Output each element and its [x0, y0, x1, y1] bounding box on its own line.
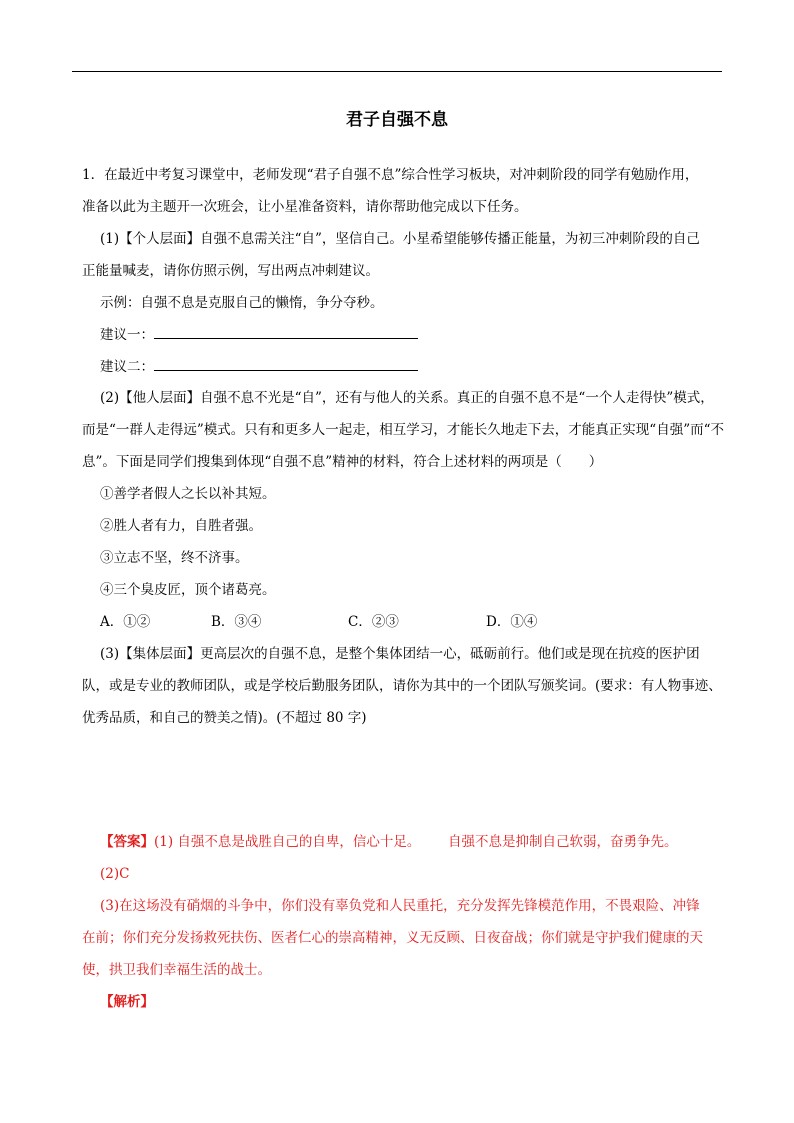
answer-2: (2)C: [100, 866, 130, 882]
part3-line2: 队，或是专业的教师团队，或是学校后勤服务团队，请你为其中的一个团队写颁奖词。(要求：有人物事迹、: [82, 678, 722, 694]
part1-line2: 正能量喊麦，请你仿照示例，写出两点冲刺建议。: [82, 263, 379, 279]
part2-line2: 而是“一群人走得远”模式。只有和更多人一起走，相互学习，才能长久地走下去，才能真正实现“自强”而“不: [82, 422, 725, 438]
question-intro-line2: 准备以此为主题开一次班会，让小星准备资料，请你帮助他完成以下任务。: [82, 199, 528, 215]
suggestion2-row: [100, 356, 418, 377]
answer-3-line1: (3)在这场没有硝烟的斗争中，你们没有辜负党和人民重托，充分发挥先锋模范作用，不畏艰险、冲锋: [100, 898, 700, 914]
part2-line3: 息”。下面是同学们搜集到体现“自强不息”精神的材料，符合上述材料的两项是（ ）: [82, 454, 603, 470]
page-title: 君子自强不息: [346, 110, 448, 130]
part1-line1: (1)【个人层面】自强不息需关注“自”，坚信自己。小星希望能够传播正能量，为初三冲刺阶段的自己: [100, 231, 700, 247]
question-intro-line1: 1．在最近中考复习课堂中，老师发现“君子自强不息”综合性学习板块，对冲刺阶段的同学有勉励作用，: [82, 167, 699, 183]
choice-d[interactable]: D．①④: [486, 614, 538, 630]
suggestion1-label: 建议一：: [100, 327, 154, 343]
answer-label: 【答案】: [100, 834, 154, 850]
suggestion2-blank[interactable]: [154, 356, 418, 371]
material-item-3: ③立志不坚，终不济事。: [100, 550, 249, 566]
material-item-4: ④三个臭皮匠，顶个诸葛亮。: [100, 582, 276, 598]
answer-3-line2: 在前；你们充分发扬救死扶伤、医者仁心的崇高精神，义无反顾、日夜奋战；你们就是守护我们健康的天: [82, 930, 703, 946]
answer-line1: [100, 832, 420, 852]
analysis-label: 【解析】: [100, 994, 154, 1010]
material-item-2: ②胜人者有力，自胜者强。: [100, 518, 262, 534]
suggestion1-row: [100, 324, 418, 345]
material-item-1: ①善学者假人之长以补其短。: [100, 486, 276, 502]
part3-line3: 优秀品质，和自己的赞美之情)。(不超过 80 字): [82, 710, 367, 726]
suggestion2-label: 建议二：: [100, 359, 154, 375]
choice-a[interactable]: A．①②: [100, 614, 151, 630]
part3-line1: (3)【集体层面】更高层次的自强不息，是整个集体团结一心，砥砺前行。他们或是现在抗疫的医护团: [100, 646, 700, 662]
suggestion1-blank[interactable]: [154, 324, 418, 339]
answer-1-part2: 自强不息是抑制自己软弱，奋勇争先。: [448, 834, 678, 850]
example-text: 示例：自强不息是克服自己的懒惰，争分夺秒。: [100, 295, 384, 311]
part2-line1: (2)【他人层面】自强不息不光是“自”，还有与他人的关系。真正的自强不息不是“一个人走得快”模式，: [100, 390, 714, 406]
choice-c[interactable]: C．②③: [348, 614, 399, 630]
answer-3-line3: 使，拱卫我们幸福生活的战士。: [82, 962, 271, 978]
header-rule: [72, 71, 722, 72]
choice-b[interactable]: B．③④: [211, 614, 262, 630]
answer-1-part1: (1) 自强不息是战胜自己的自卑，信心十足。: [154, 834, 421, 850]
